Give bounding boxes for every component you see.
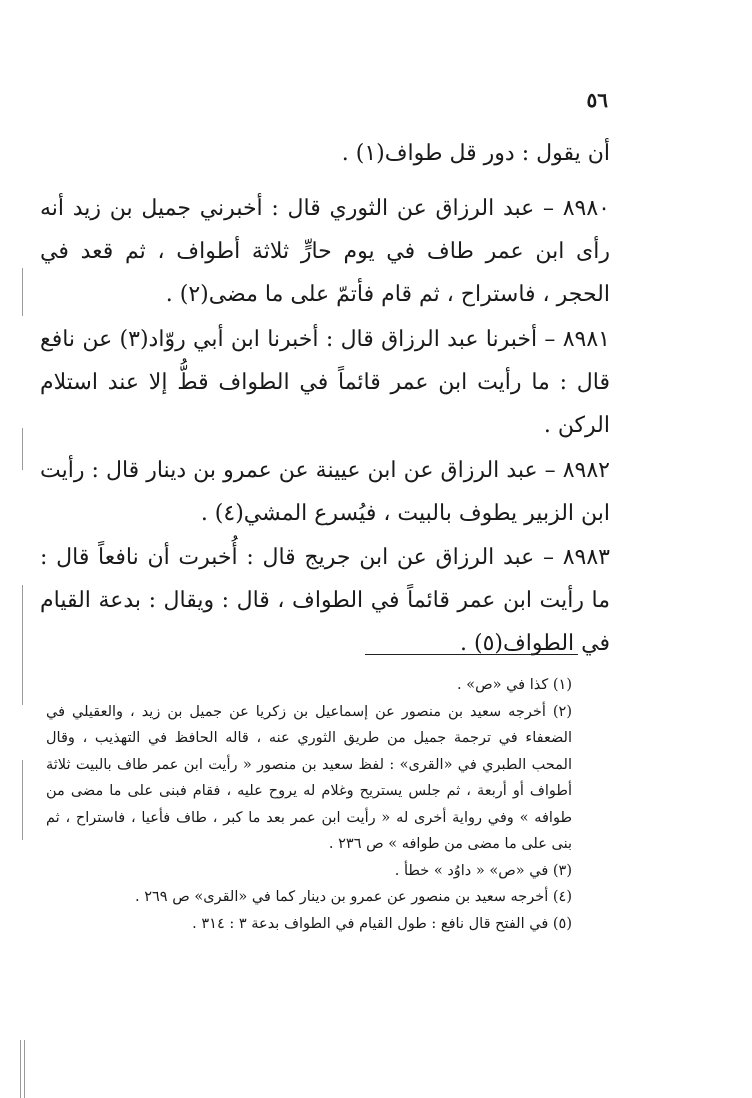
hadith-text: ٨٩٨٠ – عبد الرزاق عن الثوري قال : أخبرني جميل بن زيد أنه رأى ابن عمر طاف في يوم حارٍّ ثلاثة أطواف ، ثم قعد في الحجر ، فاستراح ، ثم قام فأتمّ على ما مضى(٢) . <box>40 196 610 307</box>
scan-margin-mark <box>22 428 23 470</box>
intro-text: أن يقول : دور قل طواف(١) . <box>341 141 610 166</box>
footnote-2: (٢) أخرجه سعيد بن منصور عن إسماعيل بن زكريا عن جميل بن زيد ، والعقيلي في الضعفاء في ترجمة جميل من طريق الثوري عنه ، قاله الحافظ في التهذيب ، وقال المحب الطبري في «القرى» : لفظ سعيد بن منصور « رأيت ابن عمر طاف بالبيت ثلاثة أطواف أو أربعة ، ثم جلس يستريح وغلام له يروح عليه ، فقام فبنى على ما مضى من طوافه » وفي رواية أخرى له « رأيت ابن عمر بعد ما كبر ، طاف فأعيا ، فاستراح ، ثم بنى على ما مضى من طوافه » ص ٢٣٦ . <box>46 703 572 852</box>
footnote-divider <box>365 654 578 655</box>
footnote-4: (٤) أخرجه سعيد بن منصور عن عمرو بن دينار كما في «القرى» ص ٢٦٩ . <box>135 889 572 905</box>
hadith-8982 <box>40 449 610 535</box>
footnote-1: (١) كذا في «ص» . <box>456 677 572 693</box>
hadith-8983 <box>40 536 610 665</box>
hadith-8980 <box>40 187 610 316</box>
footnote-3: (٣) في «ص» « داوُد » خطأ . <box>394 862 572 879</box>
hadith-8981 <box>40 318 610 447</box>
scan-margin-mark <box>22 760 23 840</box>
intro-line <box>40 132 610 175</box>
scan-margin-mark <box>24 1040 25 1098</box>
scan-margin-mark <box>20 1040 21 1098</box>
footnote-5: (٥) في الفتح قال نافع : طول القيام في الطواف بدعة ٣ : ٣١٤ . <box>192 915 572 932</box>
page-number: ٥٦ <box>586 88 608 112</box>
hadith-text: ٨٩٨٣ – عبد الرزاق عن ابن جريج قال : أُخبرت أن نافعاً قال : ما رأيت ابن عمر قائماً في الطواف ، قال : ويقال : بدعة القيام في الطواف(٥) . <box>40 545 610 656</box>
scan-margin-mark <box>22 268 23 316</box>
hadith-text: ٨٩٨١ – أخبرنا عبد الرزاق قال : أخبرنا ابن أبي روّاد(٣) عن نافع قال : ما رأيت ابن عمر قائماً في الطواف قطُّ إلا عند استلام الركن . <box>40 327 610 438</box>
footnotes-section <box>46 672 602 937</box>
hadith-text: ٨٩٨٢ – عبد الرزاق عن ابن عيينة عن عمرو بن دينار قال : رأيت ابن الزبير يطوف بالبيت ، فيُسرع المشي(٤) . <box>40 458 610 526</box>
scan-margin-mark <box>22 585 23 705</box>
